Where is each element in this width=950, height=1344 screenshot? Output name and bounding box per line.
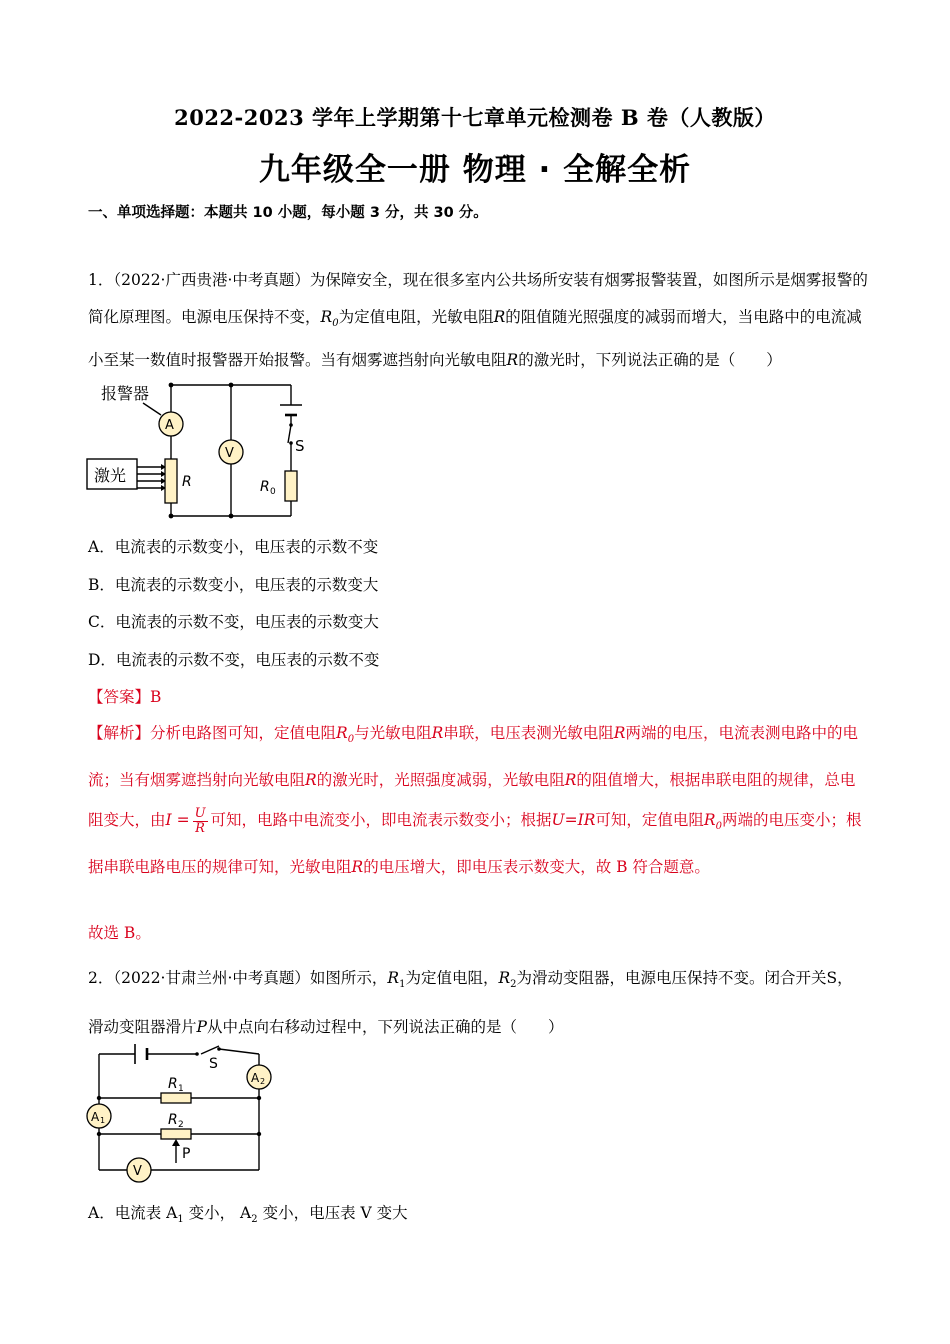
formula-lhs: I = [165,811,190,830]
q2-voltmeter-label: V [133,1164,142,1179]
q1-option-d[interactable]: D．电流表的示数不变，电压表的示数不变 [88,651,380,669]
r1-label: R [168,1076,178,1092]
q1-option-c[interactable]: C．电流表的示数不变，电压表的示数变大 [88,613,379,631]
formula-fraction: $\frac{U}{R}$ [194,805,206,836]
question-1-stem: 1．（2022·广西贵港·中考真题）为保障安全，现在很多室内公共场所安装有烟雾报警装置，如图所示是烟雾报警的简化原理图。电源电压保持不变，$R_0$为定值电阻，光敏电阻R的阻值随光照强度的减弱而增大，当电路中的电流减小至某一数值时报警器开始报警。当有烟雾遮挡射向光敏电阻R的激光时，下列说法正确的是（ ） [88,271,868,370]
exam-title: 2022-2023 学年上学期第十七章单元检测卷 B 卷（人教版） [174,105,776,130]
ammeter-label: A [165,418,174,433]
q2-switch-label: S [209,1056,218,1072]
r2-subscript: 2 [178,1120,184,1130]
question-2-circuit-diagram [85,1038,285,1188]
question-2-stem: 2．（2022·甘肃兰州·中考真题）如图所示，$R_1$为定值电阻，$R_2$为滑动变阻器，电源电压保持不变。闭合开关S，滑动变阻器滑片P从中点向右移动过程中，下列说法正确的是（ ） [88,969,853,1037]
a2-label: A [251,1071,260,1085]
a2-subscript: 2 [260,1077,266,1086]
alarm-label: 报警器 [101,384,150,403]
photoresistor-label: R [182,474,192,490]
slider-p-label: P [182,1146,191,1162]
question-1-circuit-diagram [85,375,325,525]
section-heading: 一、单项选择题：本题共 10 小题，每小题 3 分，共 30 分。 [88,205,488,221]
q1-analysis: 【解析】分析电路图可知，定值电阻$R_0$与光敏电阻R串联，电压表测光敏电阻R两端的电压，电流表测电路中的电流；当有烟雾遮挡射向光敏电阻R的激光时，光照强度减弱，光敏电阻R的阻值增大，根据串联电阻的规律，总电阻变大，由I = $\frac{U}{R}$ 可知，电路中电流变小，即电流表示数变小；根据U=IR可知，定值电阻$R_0$两端的电压变小；根据串联电路电压的规律可知，光敏电阻R的电压增大，即电压表示数变大，故 B 符合题意。 [88,724,862,877]
switch-label: S [295,437,305,455]
q1-answer: 【答案】B [88,688,162,706]
q1-option-a[interactable]: A．电流表的示数变小，电压表的示数不变 [88,538,379,556]
r2-label: R [168,1112,178,1128]
r0-subscript: 0 [270,487,276,497]
a1-label: A [91,1110,100,1124]
r1-subscript: 1 [178,1084,184,1094]
a1-subscript: 1 [100,1116,106,1125]
q2-option-a[interactable]: A．电流表 $A_1$ 变小， $A_2$ 变小，电压表 V 变大 [88,1204,408,1226]
q1-option-b[interactable]: B．电流表的示数变小，电压表的示数变大 [88,576,379,594]
r0-label: R [260,479,270,495]
q1-conclusion: 故选 B。 [88,924,151,942]
exam-subtitle: 九年级全一册 物理 · 全解全析 [258,152,692,188]
laser-label: 激光 [94,466,127,485]
voltmeter-label: V [225,446,234,461]
